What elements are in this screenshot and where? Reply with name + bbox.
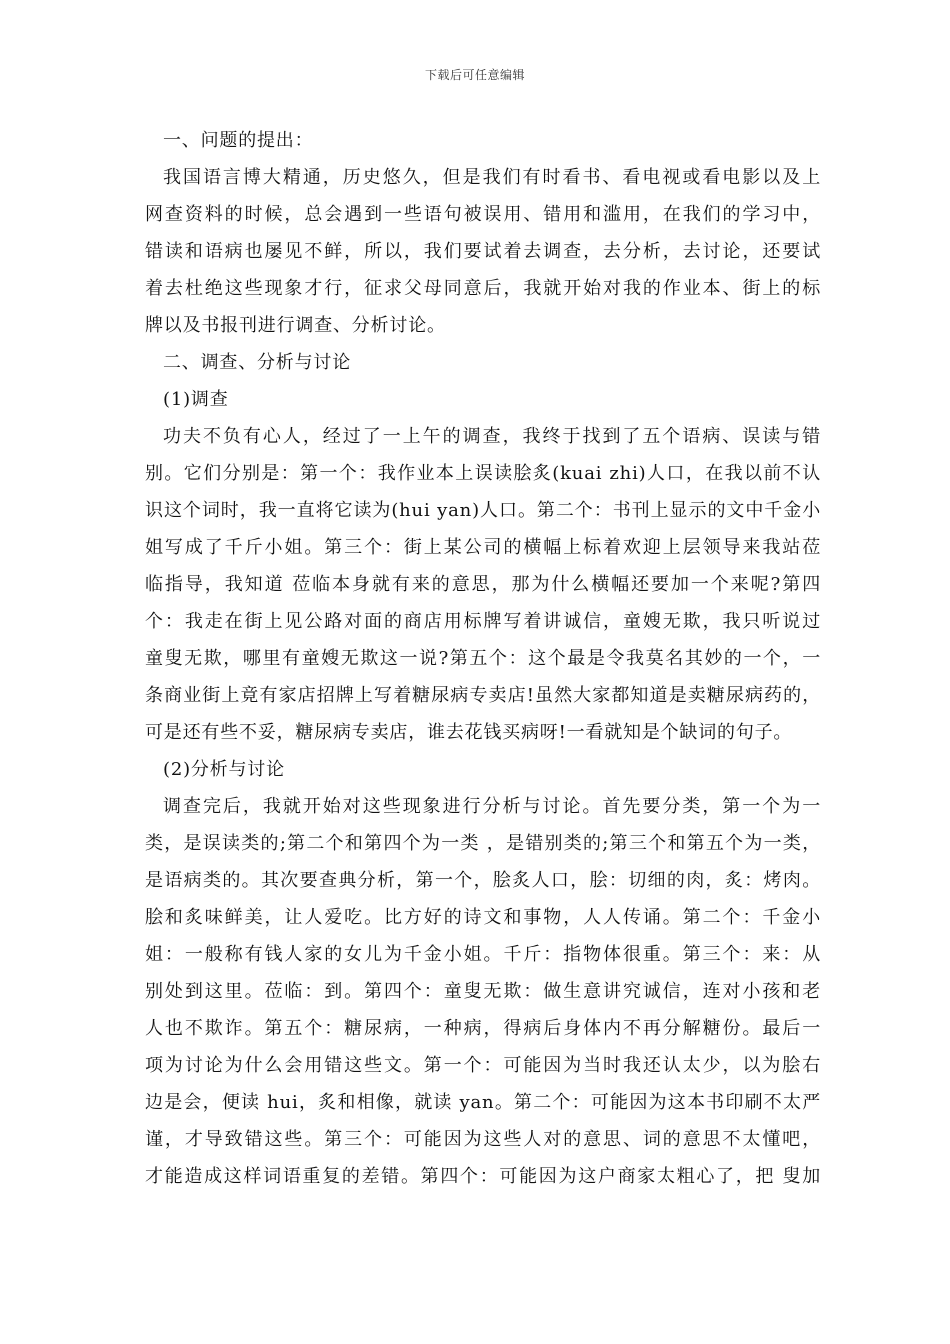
paragraph-line: 别。它们分别是：第一个：我作业本上误读脍炙(kuai zhi)人口，在我以前不认 (145, 463, 821, 484)
paragraph-line: 个：我走在街上见公路对面的商店用标牌写着讲诚信，童嫂无欺，我只听说过 (145, 611, 821, 632)
paragraph-line: 别处到这里。莅临：到。第四个：童叟无欺：做生意讲究诚信，连对小孩和老 (145, 981, 821, 1002)
paragraph-line: 我国语言博大精通，历史悠久，但是我们有时看书、看电视或看电影以及上 (163, 167, 821, 188)
paragraph-line: 牌以及书报刊进行调查、分析讨论。 (145, 315, 446, 336)
subsection-heading-1: (1)调查 (163, 389, 229, 410)
paragraph-line: 脍和炙味鲜美，让人爱吃。比方好的诗文和事物，人人传诵。第二个：千金小 (145, 907, 821, 928)
paragraph-line: 谨，才导致错这些。第三个：可能因为这些人对的意思、词的意思不太懂吧， (145, 1129, 821, 1150)
section-heading-2: 二、调查、分析与讨论 (163, 352, 351, 373)
paragraph-line: 识这个词时，我一直将它读为(hui yan)人口。第二个：书刊上显示的文中千金小 (145, 500, 821, 521)
document-body (145, 122, 821, 1195)
paragraph-line: 错读和语病也屡见不鲜，所以，我们要试着去调查，去分析，去讨论，还要试 (145, 241, 821, 262)
paragraph-line: 调查完后，我就开始对这些现象进行分析与讨论。首先要分类，第一个为一 (163, 796, 821, 817)
paragraph-line: 才能造成这样词语重复的差错。第四个：可能因为这户商家太粗心了，把 叟加 (145, 1166, 821, 1187)
paragraph-line: 人也不欺诈。第五个：糖尿病，一种病，得病后身体内不再分解糖份。最后一 (145, 1018, 821, 1039)
section-heading-1: 一、问题的提出： (163, 130, 314, 151)
paragraph-line: 条商业街上竟有家店招牌上写着糖尿病专卖店!虽然大家都知道是卖糖尿病药的， (145, 685, 821, 706)
paragraph-line: 功夫不负有心人，经过了一上午的调查，我终于找到了五个语病、误读与错 (163, 426, 821, 447)
paragraph-line: 边是会，便读 hui，炙和相像，就读 yan。第二个：可能因为这本书印刷不太严 (145, 1092, 821, 1113)
paragraph-line: 项为讨论为什么会用错这些文。第一个：可能因为当时我还认太少，以为脍右 (145, 1055, 821, 1076)
paragraph-line: 网查资料的时候，总会遇到一些语句被误用、错用和滥用，在我们的学习中， (145, 204, 821, 225)
paragraph-line: 姐：一般称有钱人家的女儿为千金小姐。千斤：指物体很重。第三个：来：从 (145, 944, 821, 965)
paragraph-line: 着去杜绝这些现象才行，征求父母同意后，我就开始对我的作业本、街上的标 (145, 278, 821, 299)
paragraph-line: 类，是误读类的;第二个和第四个为一类 ，是错别类的;第三个和第五个为一类， (145, 833, 821, 854)
page-header: 下载后可任意编辑 (424, 68, 525, 82)
subsection-heading-2: (2)分析与讨论 (163, 759, 285, 780)
paragraph-line: 是语病类的。其次要查典分析，第一个，脍炙人口，脍：切细的肉，炙：烤肉。 (145, 870, 821, 891)
paragraph-line: 可是还有些不妥，糖尿病专卖店，谁去花钱买病呀!一看就知是个缺词的句子。 (145, 722, 793, 743)
paragraph-line: 姐写成了千斤小姐。第三个：街上某公司的横幅上标着欢迎上层领导来我站莅 (145, 537, 821, 558)
paragraph-line: 临指导，我知道 莅临本身就有来的意思，那为什么横幅还要加一个来呢?第四 (145, 574, 821, 595)
paragraph-line: 童叟无欺，哪里有童嫂无欺这一说?第五个：这个最是令我莫名其妙的一个，一 (145, 648, 821, 669)
